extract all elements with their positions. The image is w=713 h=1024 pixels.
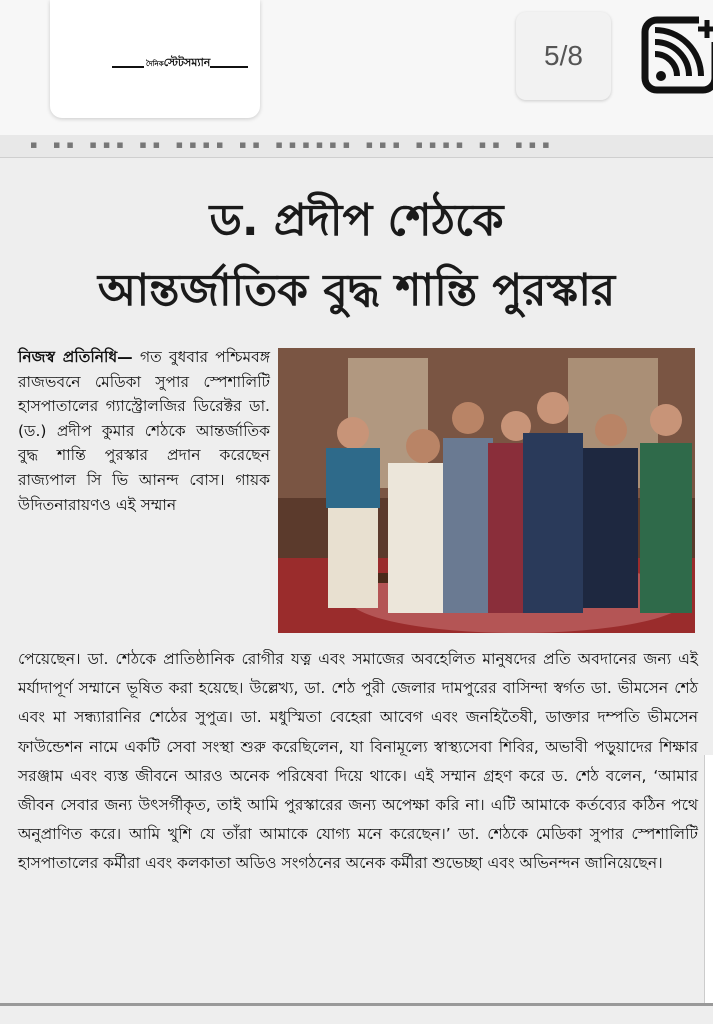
clipping-top-strip xyxy=(0,135,713,158)
brand-rule-right xyxy=(210,66,248,68)
headline-line-1: ড. প্রদীপ শেঠকে xyxy=(209,195,504,246)
column-paragraph: গত বুধবার পশ্চিমবঙ্গ রাজভবনে মেডিকা সুপার স্পেশালিটি হাসপাতালের গ্যাস্ট্রোলজির ডিরেক্টর ডা. (ড.) প্রদীপ কুমার শেঠকে আন্তর্জাতিক বুদ্ধ শান্তি পুরস্কার প্রদান করেছেন রাজ্যপাল সি ভি আনন্দ বোস। গায়ক উদিতনারায়ণও এই সম্মান xyxy=(18,348,270,514)
page-edge xyxy=(704,755,713,1005)
newspaper-clipping xyxy=(0,135,713,1024)
article-column-text xyxy=(18,345,270,517)
page-indicator-text: 5/8 xyxy=(544,40,583,71)
brand-name: দৈনিকস্টেটসম্যান xyxy=(146,56,211,69)
rss-plus-icon[interactable] xyxy=(641,14,713,94)
byline: নিজস্ব প্রতিনিধি— xyxy=(18,348,133,366)
headline-line-2: আন্তর্জাতিক বুদ্ধ শান্তি পুরস্কার xyxy=(97,265,616,316)
newspaper-brand-card[interactable] xyxy=(50,0,260,118)
award-ceremony-photo xyxy=(278,348,695,633)
brand-rule-left xyxy=(112,66,144,68)
article-wide-text: পেয়েছেন। ডা. শেঠকে প্রাতিষ্ঠানিক রোগীর যত্ন এবং সমাজের অবহেলিত মানুষদের প্রতি অবদানের জন্য এই মর্যাদাপূর্ণ সম্মানে ভূষিত করা হয়েছে। উল্লেখ্য, ডা. শেঠ পুরী জেলার দামপুরের বাসিন্দা স্বর্গত ডা. ভীমসেন শেঠ এবং মা সন্ধ্যারানির শেঠের সুপুত্র। ডা. মধুস্মিতা বেহেরা আবেগ এবং জনহিতৈষী, ডাক্তার দম্পতি ভীমসেন ফাউন্ডেশন নামে একটি সেবা সংস্থা শুরু করেছিলেন, যা বিনামূল্যে স্বাস্থ্যসেবা শিবির, অভাবী পড়ুয়াদের শিক্ষার সরঞ্জাম এবং ব্যস্ত জীবনে আরও অনেক পরিষেবা দিয়ে থাকে। এই সম্মান গ্রহণ করে ড. শেঠ বলেন, ‘আমার জীবন সেবার জন্য উৎসর্গীকৃত, তাই আমি পুরস্কারের জন্য অপেক্ষা করি না। এটি আমাকে কর্তব্যের কঠিন পথে অনুপ্রাণিত করে। আমি খুশি যে তাঁরা আমাকে যোগ্য মনে করেছেন।’ ডা. শেঠকে মেডিকা সুপার স্পেশালিটি হাসপাতালের কর্মীরা এবং কলকাতা অডিও সংগঠনের অনেক কর্মীরা শুভেচ্ছা এবং অভিনন্দন জানিয়েছেন। xyxy=(18,650,698,873)
app-header xyxy=(0,0,713,135)
photo-illustration xyxy=(278,348,695,633)
page-indicator[interactable] xyxy=(516,12,611,100)
strip-decoration: ▪ ▪▪ ▪▪▪ ▪▪ ▪▪▪▪ ▪▪ ▪▪▪▪▪▪ ▪▪▪ ▪▪▪▪ ▪▪ ▪▪▪ xyxy=(30,138,556,151)
clipping-bottom-rule xyxy=(0,1003,713,1006)
